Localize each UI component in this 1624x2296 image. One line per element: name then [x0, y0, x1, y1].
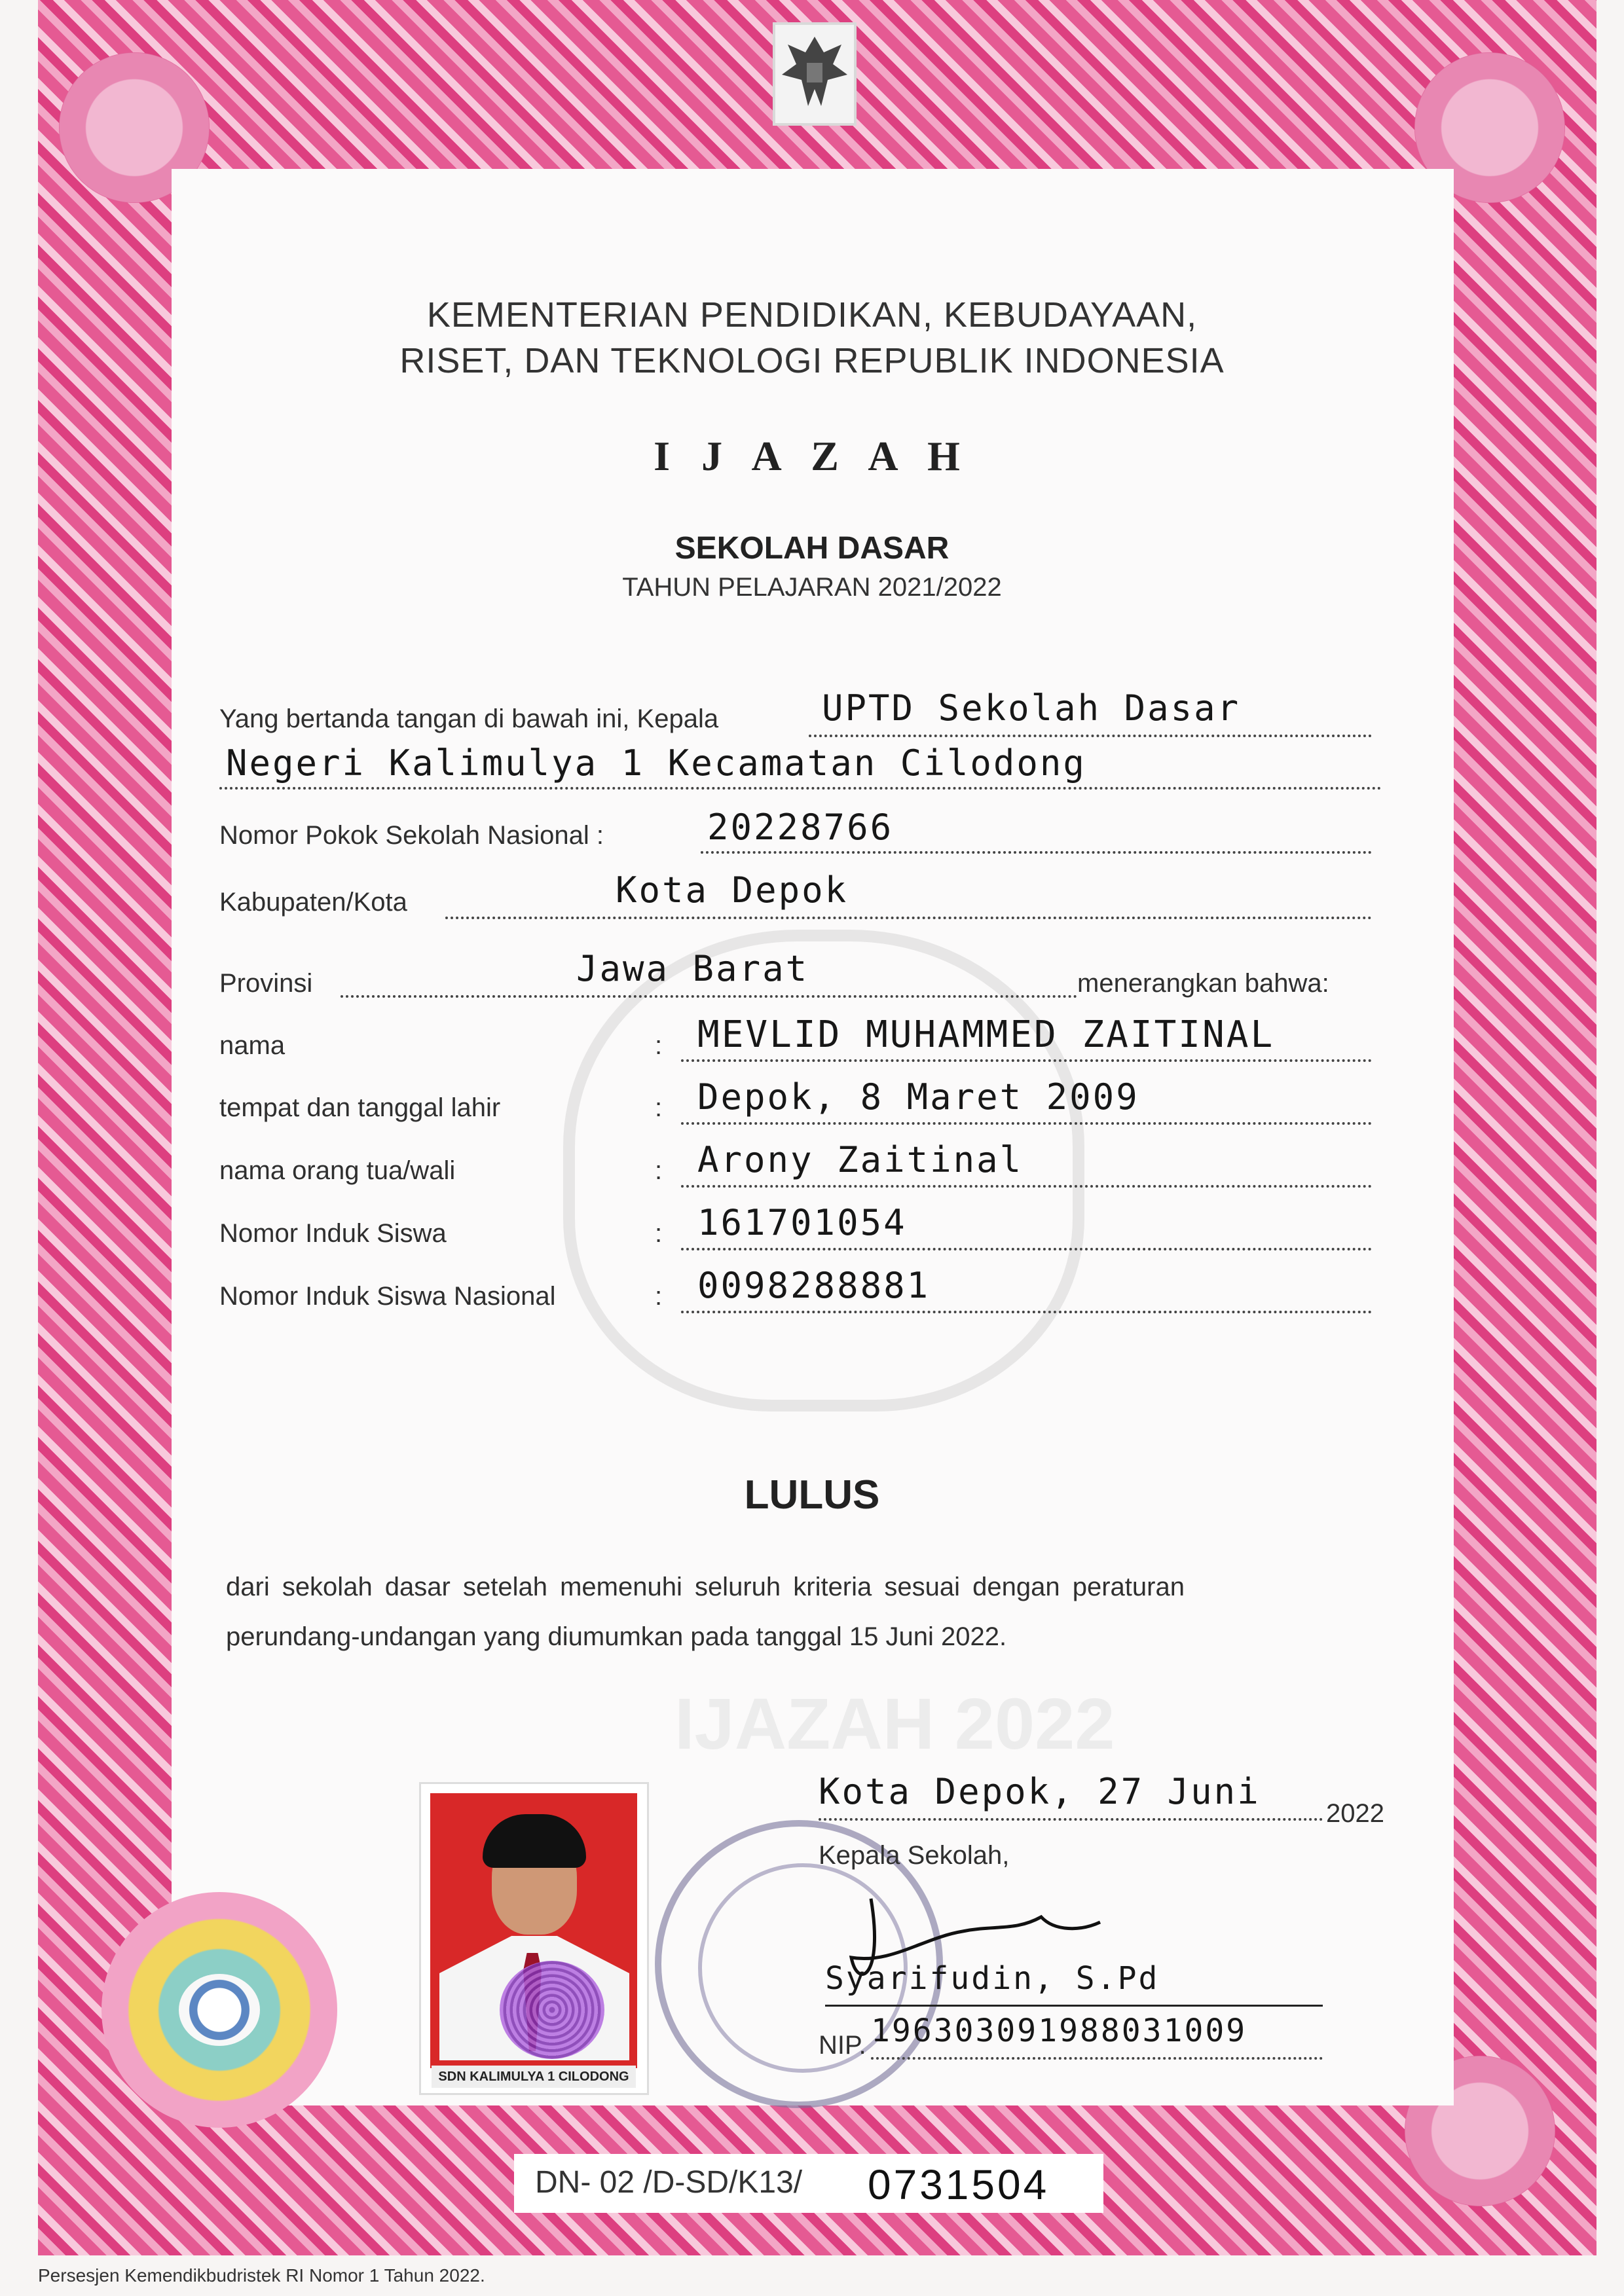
- nisn-colon: :: [655, 1282, 663, 1311]
- nip-label: NIP.: [819, 2031, 866, 2060]
- school-name-line1: UPTD Sekolah Dasar: [809, 694, 1372, 737]
- principal-name-field: Syarifudin, S.Pd: [825, 1964, 1323, 2007]
- sign-title: Kepala Sekolah,: [819, 1841, 1010, 1870]
- photo-school-label: SDN KALIMULYA 1 CILODONG: [432, 2066, 636, 2088]
- security-hologram-icon: [101, 1892, 337, 2128]
- school-name-line2: Negeri Kalimulya 1 Kecamatan Cilodong: [219, 746, 1382, 790]
- footer-note: Persesjen Kemendikbudristek RI Nomor 1 Tahun 2022.: [38, 2265, 485, 2286]
- graduation-status: LULUS: [744, 1472, 880, 1518]
- parent-label: nama orang tua/wali: [219, 1156, 456, 1185]
- academic-year: TAHUN PELAJARAN 2021/2022: [622, 573, 1002, 602]
- nis-label: Nomor Induk Siswa: [219, 1219, 447, 1248]
- city-label: Kabupaten/Kota: [219, 888, 407, 917]
- birth-colon: :: [655, 1093, 663, 1122]
- declare-label: menerangkan bahwa:: [1077, 969, 1329, 998]
- name-label: nama: [219, 1031, 286, 1060]
- province-field: Jawa Barat: [341, 955, 1077, 998]
- npsn-field: 20228766: [701, 811, 1372, 854]
- garuda-emblem-icon: [773, 22, 857, 126]
- city-field: Kota Depok: [445, 876, 1372, 919]
- nis-field: 161701054: [681, 1207, 1372, 1250]
- name-field: MEVLID MUHAMMED ZAITINAL: [681, 1019, 1372, 1062]
- nis-colon: :: [655, 1219, 663, 1248]
- ministry-header-line2: RISET, DAN TEKNOLOGI REPUBLIK INDONESIA: [399, 341, 1225, 380]
- statement-line2: perundang-undangan yang diumumkan pada tanggal 15 Juni 2022.: [226, 1622, 1007, 1651]
- name-colon: :: [655, 1031, 663, 1060]
- parent-field: Arony Zaitinal: [681, 1144, 1372, 1188]
- document-number-box: DN- 02 /D-SD/K13/ 0731504: [514, 2154, 1103, 2213]
- sign-year: 2022: [1326, 1799, 1384, 1828]
- statement-line1: dari sekolah dasar setelah memenuhi seluruh kriteria sesuai dengan peraturan: [226, 1573, 1185, 1601]
- thumbprint-icon: [500, 1961, 604, 2059]
- ijazah-watermark-text: IJAZAH 2022: [674, 1684, 1115, 1764]
- tut-wuri-handayani-logo-icon: [179, 1974, 260, 2046]
- parent-colon: :: [655, 1156, 663, 1185]
- ministry-header-line1: KEMENTERIAN PENDIDIKAN, KEBUDAYAAN,: [426, 295, 1198, 335]
- npsn-label: Nomor Pokok Sekolah Nasional :: [219, 821, 604, 850]
- nisn-label: Nomor Induk Siswa Nasional: [219, 1282, 556, 1311]
- intro-label: Yang bertanda tangan di bawah ini, Kepala: [219, 704, 719, 733]
- birth-field: Depok, 8 Maret 2009: [681, 1082, 1372, 1125]
- document-title: I J A Z A H: [654, 433, 970, 479]
- nisn-field: 0098288881: [681, 1270, 1372, 1313]
- province-label: Provinsi: [219, 969, 313, 998]
- birth-label: tempat dan tanggal lahir: [219, 1093, 501, 1122]
- nip-field: 196303091988031009: [871, 2016, 1323, 2060]
- sign-place-date-field: Kota Depok, 27 Juni: [819, 1777, 1323, 1821]
- student-photo: [419, 1782, 649, 2095]
- school-level: SEKOLAH DASAR: [674, 531, 950, 566]
